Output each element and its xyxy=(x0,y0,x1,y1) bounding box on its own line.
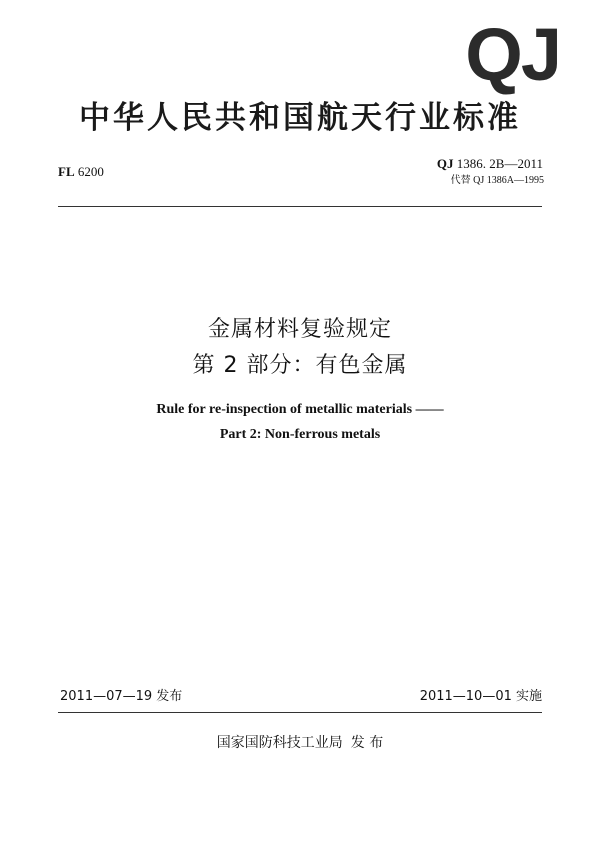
publisher-name: 国家国防科技工业局 xyxy=(216,735,343,751)
classification-code xyxy=(58,164,104,180)
classification-number: 6200 xyxy=(77,164,104,179)
en-title-line1: Rule for re-inspection of metallic materials —— xyxy=(156,402,444,417)
classification-prefix: FL xyxy=(58,164,75,179)
replaces-note: 代替 QJ 1386A—1995 xyxy=(450,175,544,186)
publish-word: 发 布 xyxy=(350,735,384,751)
cn-title-line2: 第 2 部分：有色金属 xyxy=(192,353,408,378)
org-title: 中华人民共和国航天行业标准 xyxy=(79,100,521,136)
publisher-line xyxy=(0,734,600,752)
cn-title-line1: 金属材料复验规定 xyxy=(207,317,392,342)
standard-prefix: QJ xyxy=(436,156,454,171)
standard-number-value: 1386. 2B—2011 xyxy=(456,156,543,171)
en-title-line2: Part 2: Non-ferrous metals xyxy=(219,427,381,442)
qj-logo: QJ xyxy=(465,13,560,96)
implement-date: 2011—10—01 实施 xyxy=(419,689,542,704)
top-divider xyxy=(58,206,542,207)
standard-number xyxy=(437,156,543,172)
bottom-divider xyxy=(58,712,542,713)
issue-date: 2011—07—19 发布 xyxy=(60,689,183,704)
